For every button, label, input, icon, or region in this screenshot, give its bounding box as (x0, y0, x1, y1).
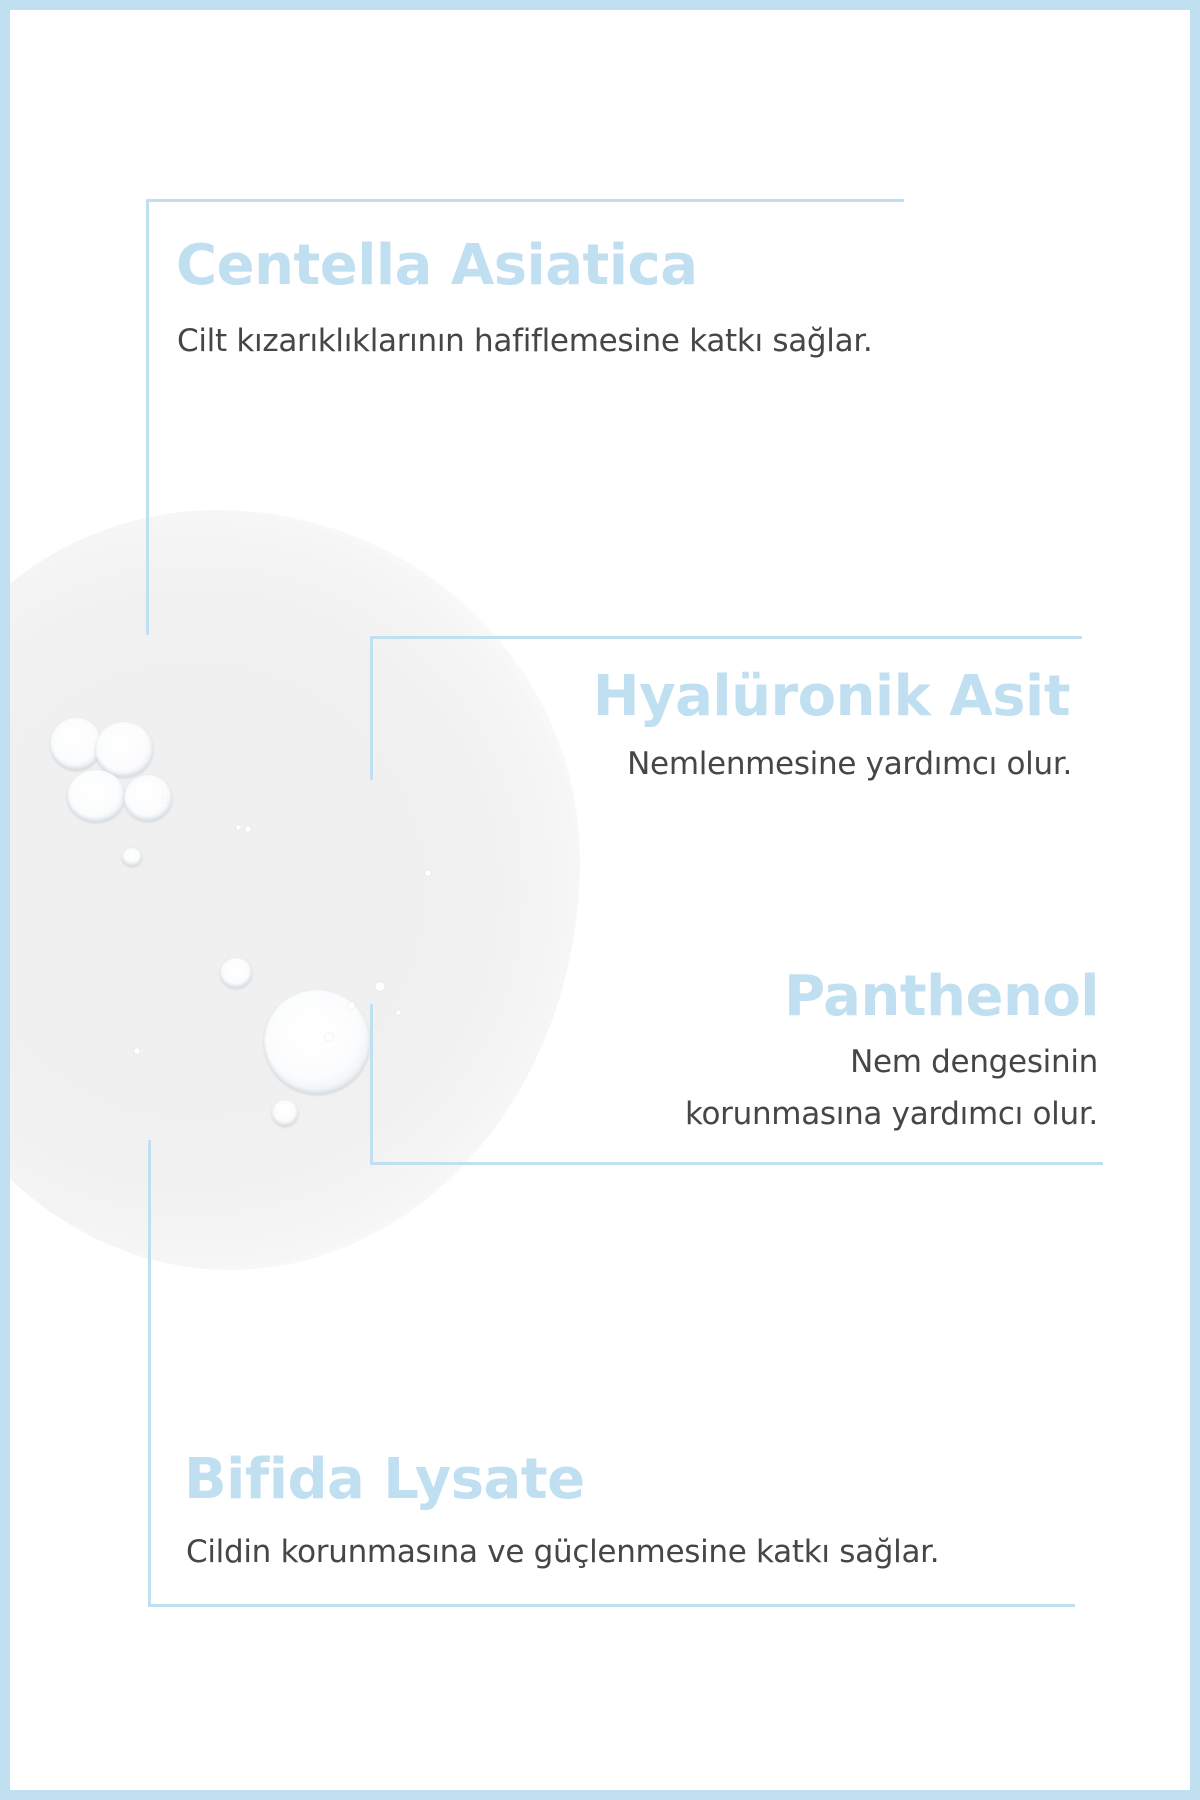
droplet-decoration (134, 1048, 140, 1054)
ingredient-description: Cildin korunmasına ve güçlenmesine katkı sağlar. (186, 1534, 940, 1570)
frame-line-left (146, 199, 149, 635)
bubble-decoration (95, 722, 153, 777)
frame-line-bottom (370, 1162, 1103, 1165)
ingredient-description: Nemlenmesine yardımcı olur. (627, 746, 1072, 782)
ingredient-description: korunmasına yardımcı olur. (684, 1096, 1098, 1132)
droplet-decoration (375, 982, 385, 991)
bubble-decoration (67, 770, 125, 822)
bubble-decoration (272, 1100, 298, 1126)
ingredient-title: Centella Asiatica (176, 233, 698, 298)
droplet-decoration (348, 1002, 355, 1009)
droplet-decoration (425, 870, 431, 876)
ingredient-title: Bifida Lysate (184, 1447, 585, 1512)
droplet-decoration (163, 798, 167, 802)
frame-line-bottom (148, 1604, 1075, 1607)
frame-line-left (148, 1140, 151, 1607)
bubble-decoration (122, 848, 142, 866)
frame-line-top (146, 199, 904, 202)
ingredient-title: Panthenol (784, 964, 1099, 1029)
droplet-decoration (396, 1010, 401, 1015)
droplet-decoration (245, 826, 251, 832)
ingredient-description: Nem dengesinin (850, 1044, 1098, 1080)
ingredient-title: Hyalüronik Asit (592, 664, 1070, 729)
frame-line-left (370, 1004, 373, 1165)
bubble-decoration (220, 958, 252, 988)
droplet-decoration (236, 825, 241, 830)
frame-line-left (370, 636, 373, 780)
droplet-decoration (325, 1033, 333, 1041)
frame-line-top (370, 636, 1082, 639)
serum-texture-image (0, 510, 580, 1270)
ingredient-description: Cilt kızarıklıklarının hafiflemesine katkı sağlar. (177, 323, 873, 359)
bubble-decoration (50, 718, 102, 770)
